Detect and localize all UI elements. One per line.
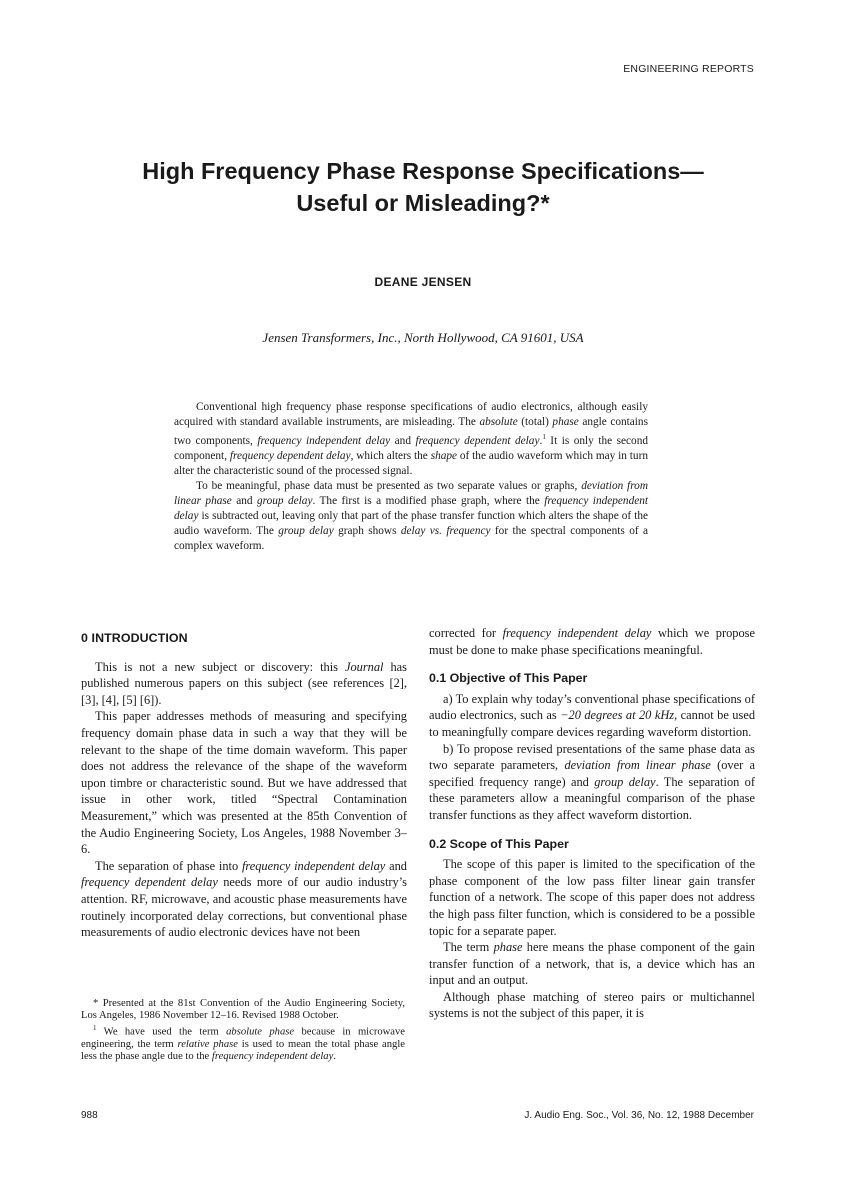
- author-affiliation: Jensen Transformers, Inc., North Hollywood, CA 91601, USA: [262, 330, 584, 345]
- body-paragraph: This is not a new subject or discovery: this Journal has published numerous papers on this subject (see references [2], [3], [4], [5] [6]).: [81, 659, 407, 707]
- section-heading-objective: 0.1 Objective of This Paper: [429, 671, 588, 686]
- footnote-ref: 1: [542, 433, 546, 441]
- author-name: DEANE JENSEN: [374, 275, 472, 289]
- body-paragraph: The term phase here means the phase component of the gain transfer function of a network, that is, a device which has an input and an output.: [429, 940, 755, 988]
- abstract-paragraph: Conventional high frequency phase response specifications of audio electronics, although easily acquired with standard available instruments, are misleading. The absolute (total) phase angle contains two components, frequency independent delay and frequency dependent delay.$^1$ It is only the second component, frequency dependent delay, which alters the shape of the audio waveform which may in turn alter the characteristic sound of the processed signal.: [174, 401, 648, 477]
- section-heading-introduction: 0 INTRODUCTION: [81, 631, 188, 645]
- title-line-1: High Frequency Phase Response Specifications—: [142, 158, 704, 184]
- body-paragraph: b) To propose revised presentations of the same phase data as two separate parameters, deviation from linear phase (over a specified frequency range) and group delay. The separation of these parameters allow a meaningful comparison of the phase transfer functions as they affect waveform distortion.: [429, 741, 756, 822]
- footnote: * Presented at the 81st Convention of the Audio Engineering Society, Los Angeles, 1986 November 12–16. Revised 1988 October.: [81, 998, 405, 1022]
- page-title: [80, 155, 766, 219]
- footnotes: [81, 998, 405, 1064]
- left-column: [81, 630, 407, 941]
- body-paragraph: The separation of phase into frequency independent delay and frequency dependent delay needs more of our audio industry’s attention. RF, microwave, and acoustic phase measurements have routinely incorporated delay corrections, but conventional phase measurements of audio electronic devices have not been: [81, 858, 407, 940]
- section-heading-scope: 0.2 Scope of This Paper: [429, 836, 569, 851]
- abstract-paragraph: To be meaningful, phase data must be presented as two separate values or graphs, deviation from linear phase and group delay. The first is a modified phase graph, where the frequency independent delay is subtracted out, leaving only that part of the phase transfer function which alters the shape of the audio waveform. The group delay graph shows delay vs. frequency for the spectral components of a complex waveform.: [174, 479, 649, 552]
- right-column: [429, 625, 755, 1022]
- footnote: $^1$ We have used the term absolute phase because in microwave engineering, the term relative phase is used to mean the total phase angle less the phase angle due to the frequency independent delay.: [81, 1024, 406, 1063]
- section-tag: ENGINEERING REPORTS: [623, 63, 754, 75]
- body-paragraph: a) To explain why today’s conventional phase specifications of audio electronics, such as −20 degrees at 20 kHz, cannot be used to meaningfully compare devices regarding waveform distortion.: [429, 691, 756, 739]
- body-paragraph: This paper addresses methods of measuring and specifying frequency domain phase data in such a way that they will be relevant to the shape of the time domain waveform. This paper does not address the relevance of the shape of the waveform upon timbre or characteristic sound. But we have addressed that issue in other work, titled “Spectral Contamination Measurement,” which was presented at the 85th Convention of the Audio Engineering Society, Los Angeles, 1988 November 3–6.: [81, 709, 407, 857]
- journal-citation: J. Audio Eng. Soc., Vol. 36, No. 12, 1988 December: [524, 1110, 754, 1121]
- title-line-2: Useful or Misleading?*: [296, 190, 550, 216]
- section-objective: [429, 670, 755, 823]
- page-number: 988: [81, 1110, 98, 1121]
- abstract: [174, 400, 648, 554]
- body-paragraph: corrected for frequency independent delay which we propose must be done to make phase specifications meaningful.: [429, 626, 755, 657]
- section-scope: [429, 836, 755, 1023]
- body-paragraph: The scope of this paper is limited to the specification of the phase component of the low pass filter linear gain transfer function of a network. The scope of this paper does not address the high pass filter function, which is considered to be a possible topic for a separate paper.: [429, 857, 755, 938]
- body-paragraph: Although phase matching of stereo pairs or multichannel systems is not the subject of this paper, it is: [429, 989, 755, 1021]
